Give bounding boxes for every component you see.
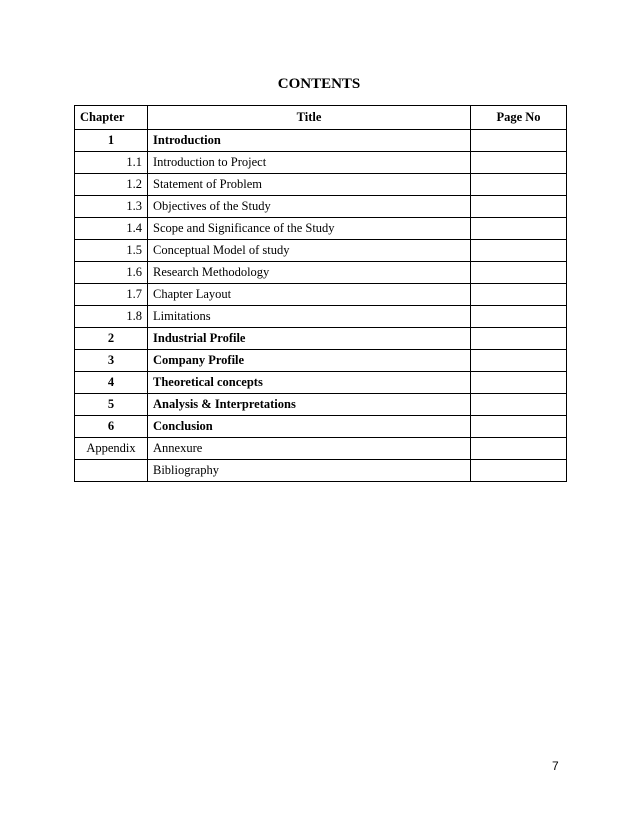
table-row bbox=[75, 350, 567, 372]
chapter-cell: 1.7 bbox=[75, 284, 148, 306]
chapter-cell bbox=[75, 460, 148, 482]
contents-table bbox=[74, 105, 567, 482]
page-number: 7 bbox=[552, 759, 559, 773]
table-row bbox=[75, 196, 567, 218]
chapter-cell: 1.8 bbox=[75, 306, 148, 328]
table-row bbox=[75, 240, 567, 262]
page-no-cell bbox=[471, 416, 567, 438]
title-cell: Theoretical concepts bbox=[148, 372, 471, 394]
title-cell: Conclusion bbox=[148, 416, 471, 438]
table-row bbox=[75, 438, 567, 460]
page-no-cell bbox=[471, 372, 567, 394]
chapter-cell: 5 bbox=[75, 394, 148, 416]
page-no-cell bbox=[471, 306, 567, 328]
page-no-cell bbox=[471, 284, 567, 306]
table-row bbox=[75, 152, 567, 174]
chapter-cell: 1.5 bbox=[75, 240, 148, 262]
title-cell: Introduction to Project bbox=[148, 152, 471, 174]
table-row bbox=[75, 372, 567, 394]
column-header-title: Title bbox=[148, 106, 471, 130]
title-cell: Chapter Layout bbox=[148, 284, 471, 306]
chapter-cell: 4 bbox=[75, 372, 148, 394]
page-no-cell bbox=[471, 130, 567, 152]
title-cell: Limitations bbox=[148, 306, 471, 328]
contents-table-body bbox=[75, 130, 567, 482]
title-cell: Bibliography bbox=[148, 460, 471, 482]
page-no-cell bbox=[471, 350, 567, 372]
chapter-cell: 1.3 bbox=[75, 196, 148, 218]
title-cell: Introduction bbox=[148, 130, 471, 152]
page-no-cell bbox=[471, 438, 567, 460]
column-header-chapter: Chapter bbox=[75, 106, 148, 130]
table-row bbox=[75, 306, 567, 328]
page-no-cell bbox=[471, 262, 567, 284]
chapter-cell: Appendix bbox=[75, 438, 148, 460]
title-cell: Analysis & Interpretations bbox=[148, 394, 471, 416]
title-cell: Statement of Problem bbox=[148, 174, 471, 196]
table-header-row bbox=[75, 106, 567, 130]
title-cell: Company Profile bbox=[148, 350, 471, 372]
page-title: CONTENTS bbox=[277, 76, 361, 92]
column-header-page-no: Page No bbox=[471, 106, 567, 130]
table-row bbox=[75, 218, 567, 240]
table-row bbox=[75, 130, 567, 152]
table-row bbox=[75, 328, 567, 350]
page-no-cell bbox=[471, 240, 567, 262]
page-no-cell bbox=[471, 174, 567, 196]
chapter-cell: 2 bbox=[75, 328, 148, 350]
chapter-cell: 3 bbox=[75, 350, 148, 372]
title-cell: Scope and Significance of the Study bbox=[148, 218, 471, 240]
chapter-cell: 6 bbox=[75, 416, 148, 438]
chapter-cell: 1.1 bbox=[75, 152, 148, 174]
page-no-cell bbox=[471, 218, 567, 240]
page-no-cell bbox=[471, 152, 567, 174]
page-no-cell bbox=[471, 196, 567, 218]
title-cell: Industrial Profile bbox=[148, 328, 471, 350]
table-row bbox=[75, 284, 567, 306]
chapter-cell: 1.2 bbox=[75, 174, 148, 196]
chapter-cell: 1.6 bbox=[75, 262, 148, 284]
title-cell: Research Methodology bbox=[148, 262, 471, 284]
table-row bbox=[75, 174, 567, 196]
title-cell: Annexure bbox=[148, 438, 471, 460]
table-row bbox=[75, 262, 567, 284]
page-no-cell bbox=[471, 394, 567, 416]
table-row bbox=[75, 394, 567, 416]
table-row bbox=[75, 416, 567, 438]
page-no-cell bbox=[471, 460, 567, 482]
title-cell: Conceptual Model of study bbox=[148, 240, 471, 262]
chapter-cell: 1 bbox=[75, 130, 148, 152]
chapter-cell: 1.4 bbox=[75, 218, 148, 240]
title-cell: Objectives of the Study bbox=[148, 196, 471, 218]
table-row bbox=[75, 460, 567, 482]
page-no-cell bbox=[471, 328, 567, 350]
